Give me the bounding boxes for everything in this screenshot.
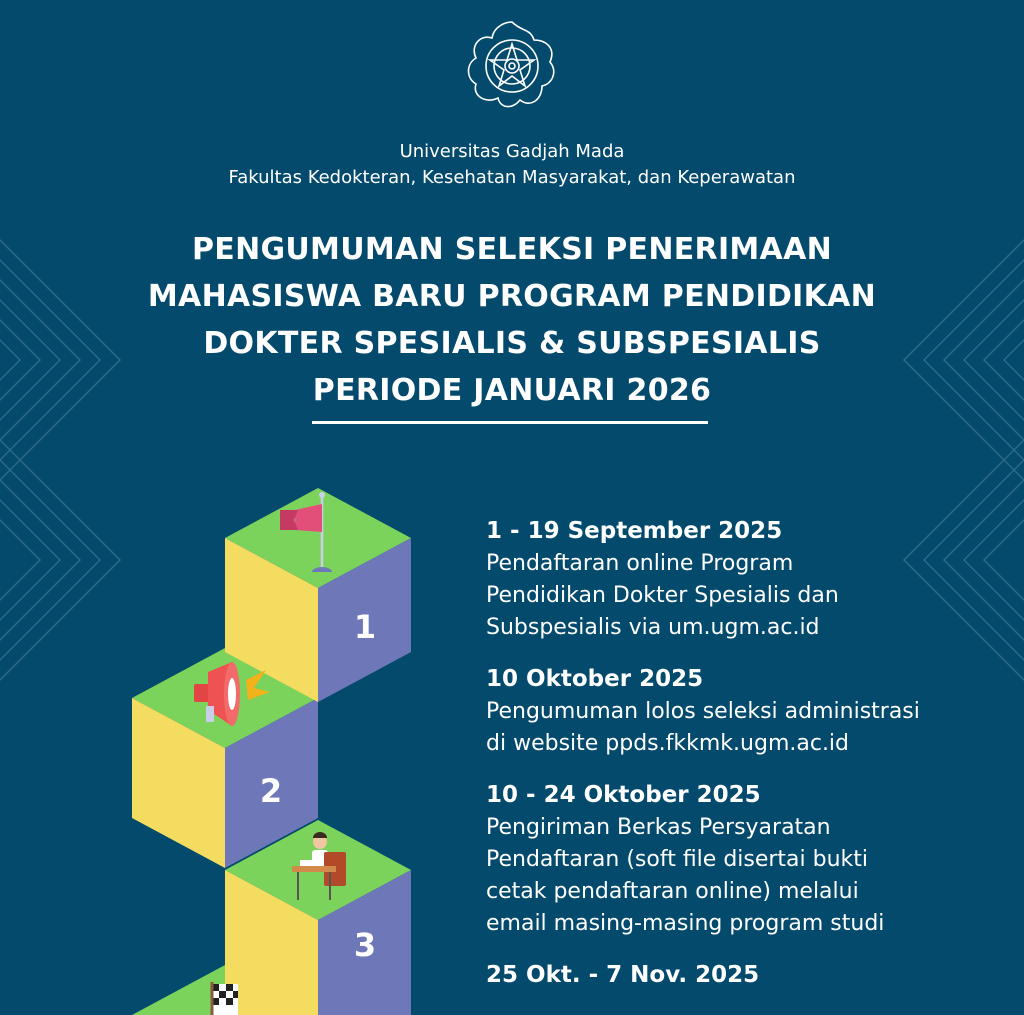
event-date: 25 Okt. - 7 Nov. 2025 (486, 962, 760, 988)
event-description (486, 696, 1016, 760)
checkered-flag-icon (212, 982, 238, 1015)
event-3 (486, 778, 1016, 940)
event-description (486, 548, 1016, 644)
event-description-line: Pendaftaran (soft file disertai bukti (486, 847, 869, 872)
event-description-line: Pendidikan Dokter Spesialis dan (486, 583, 839, 608)
event-date: 10 Oktober 2025 (486, 666, 704, 692)
event-description-line: di website ppds.fkkmk.ugm.ac.id (486, 731, 850, 756)
event-description (486, 812, 1016, 940)
event-description-line: cetak pendaftaran online) melalui (486, 879, 859, 904)
event-4 (486, 958, 1016, 992)
title-line-3: DOKTER SPESIALIS & SUBSPESIALIS (203, 326, 821, 361)
timeline-staircase (120, 470, 430, 1015)
announcement-title (100, 226, 924, 414)
event-description-line: Subspesialis via um.ugm.ac.id (486, 615, 820, 640)
event-date: 10 - 24 Oktober 2025 (486, 782, 761, 808)
step-number-2: 2 (259, 772, 283, 810)
event-1 (486, 514, 1016, 644)
university-name: Universitas Gadjah Mada (399, 141, 625, 162)
timeline-events (486, 514, 1016, 1010)
ugm-seal-logo (464, 18, 560, 114)
event-date: 1 - 19 September 2025 (486, 518, 783, 544)
step-number-3: 3 (353, 926, 377, 964)
event-description-line: email masing-masing program studi (486, 911, 885, 936)
event-description-line: Pengumuman lolos seleksi administrasi (486, 699, 920, 724)
title-divider (312, 421, 708, 424)
title-line-1: PENGUMUMAN SELEKSI PENERIMAAN (191, 232, 833, 267)
faculty-name: Fakultas Kedokteran, Kesehatan Masyarakat, dan Keperawatan (228, 167, 796, 188)
event-description-line: Pendaftaran online Program (486, 551, 794, 576)
institution-heading (0, 139, 1024, 191)
step-number-1: 1 (353, 608, 377, 646)
title-line-2: MAHASISWA BARU PROGRAM PENDIDIKAN (147, 279, 877, 314)
event-description-line: Pengiriman Berkas Persyaratan (486, 815, 831, 840)
event-2 (486, 662, 1016, 760)
title-line-4: PERIODE JANUARI 2026 (312, 373, 712, 408)
